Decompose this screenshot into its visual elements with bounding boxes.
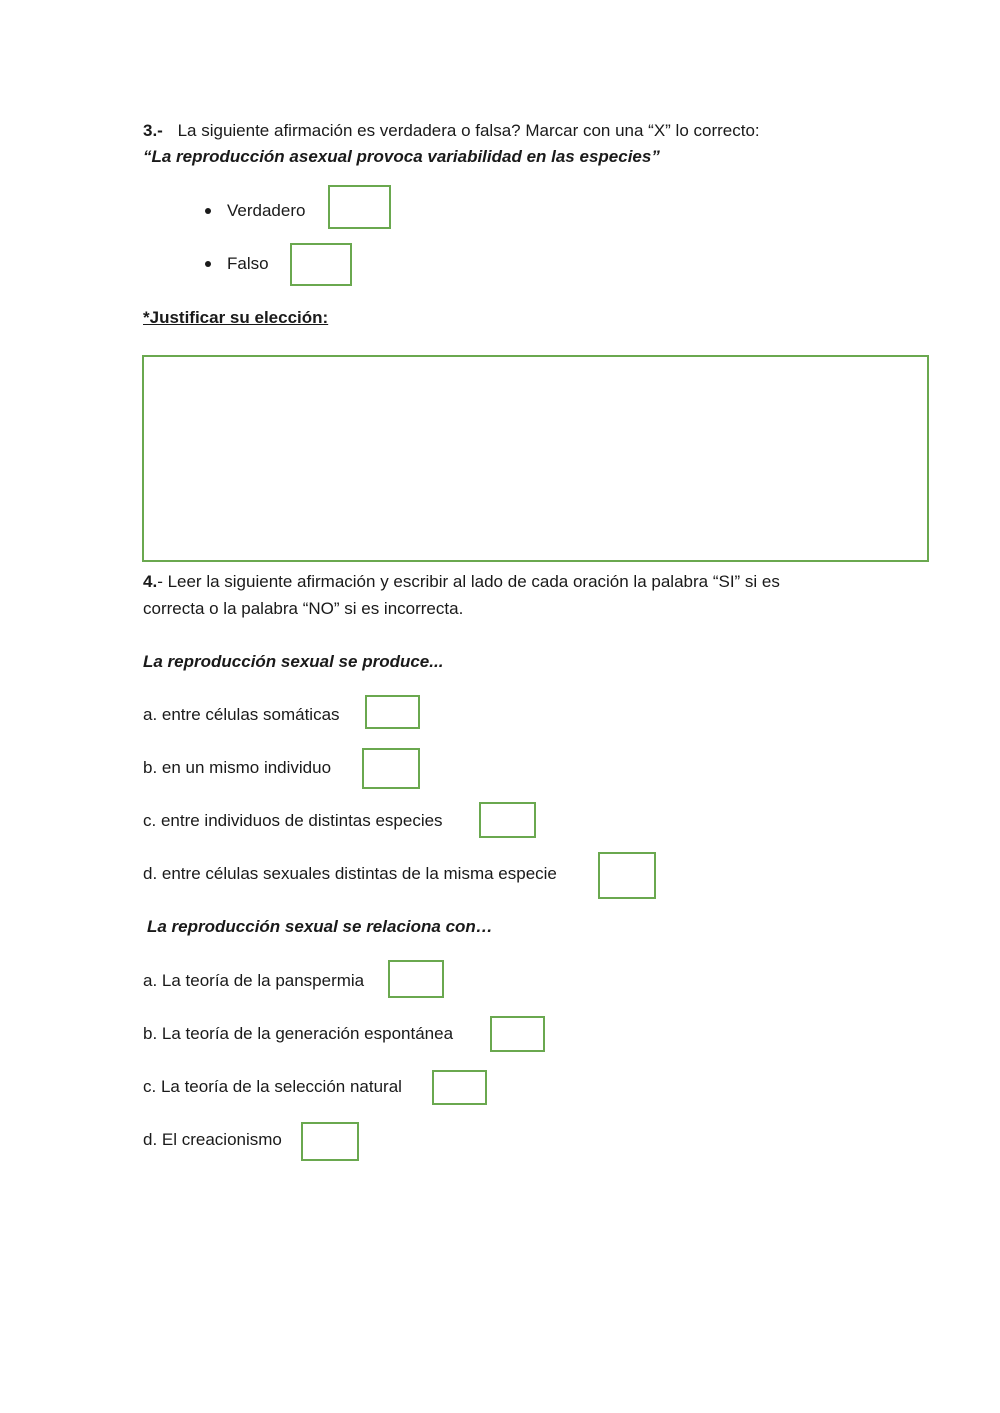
q3-option-falso-label: Falso: [227, 254, 269, 273]
q3-statement: “La reproducción asexual provoca variabilidad en las especies”: [143, 147, 660, 166]
q4-s1-item-d-label: d. entre células sexuales distintas de la misma especie: [143, 864, 557, 883]
q4-section2-title: La reproducción sexual se relaciona con…: [147, 917, 493, 936]
q4-s1-item-b-label: b. en un mismo individuo: [143, 758, 332, 777]
q3-justify-label: *Justificar su elección:: [143, 308, 329, 327]
q4-s2-item-c-answer-box[interactable]: [432, 1070, 487, 1105]
q4-s1-item-c-answer-box[interactable]: [479, 802, 536, 838]
q4-section1-title: La reproducción sexual se produce...: [143, 652, 444, 671]
q4-s2-item-d-answer-box[interactable]: [301, 1122, 359, 1161]
q4-s1-item-c-label: c. entre individuos de distintas especies: [143, 811, 443, 830]
q4-s2-item-c-label: c. La teoría de la selección natural: [143, 1077, 402, 1096]
q3-question-line: [143, 121, 760, 141]
q4-s2-item-d-label: d. El creacionismo: [143, 1130, 282, 1149]
q4-instruction-line1: [143, 572, 780, 592]
q3-question-text: La siguiente afirmación es verdadera o falsa? Marcar con una “X” lo correcto:: [177, 121, 760, 140]
q4-s1-item-a-answer-box[interactable]: [365, 695, 420, 729]
q3-option-verdadero-label: Verdadero: [227, 201, 306, 220]
bullet-icon: [205, 261, 211, 267]
q4-s2-item-a-answer-box[interactable]: [388, 960, 444, 998]
bullet-icon: [205, 208, 211, 214]
q4-s2-item-b-label: b. La teoría de la generación espontánea: [143, 1024, 454, 1043]
q4-s1-item-d-answer-box[interactable]: [598, 852, 656, 899]
q4-s2-item-a-label: a. La teoría de la panspermia: [143, 971, 365, 990]
q3-verdadero-answer-box[interactable]: [328, 185, 391, 229]
q4-s1-item-b-answer-box[interactable]: [362, 748, 420, 789]
q3-number: 3.-: [143, 121, 163, 140]
q4-instruction-line2: correcta o la palabra “NO” si es incorrecta.: [143, 599, 464, 618]
q4-s2-item-b-answer-box[interactable]: [490, 1016, 545, 1052]
q3-falso-answer-box[interactable]: [290, 243, 352, 286]
q4-number: 4.: [143, 572, 158, 591]
q3-justification-textarea[interactable]: [142, 355, 929, 562]
q4-instruction-text: - Leer la siguiente afirmación y escribir al lado de cada oración la palabra “SI” si es: [157, 572, 780, 591]
q4-s1-item-a-label: a. entre células somáticas: [143, 705, 340, 724]
